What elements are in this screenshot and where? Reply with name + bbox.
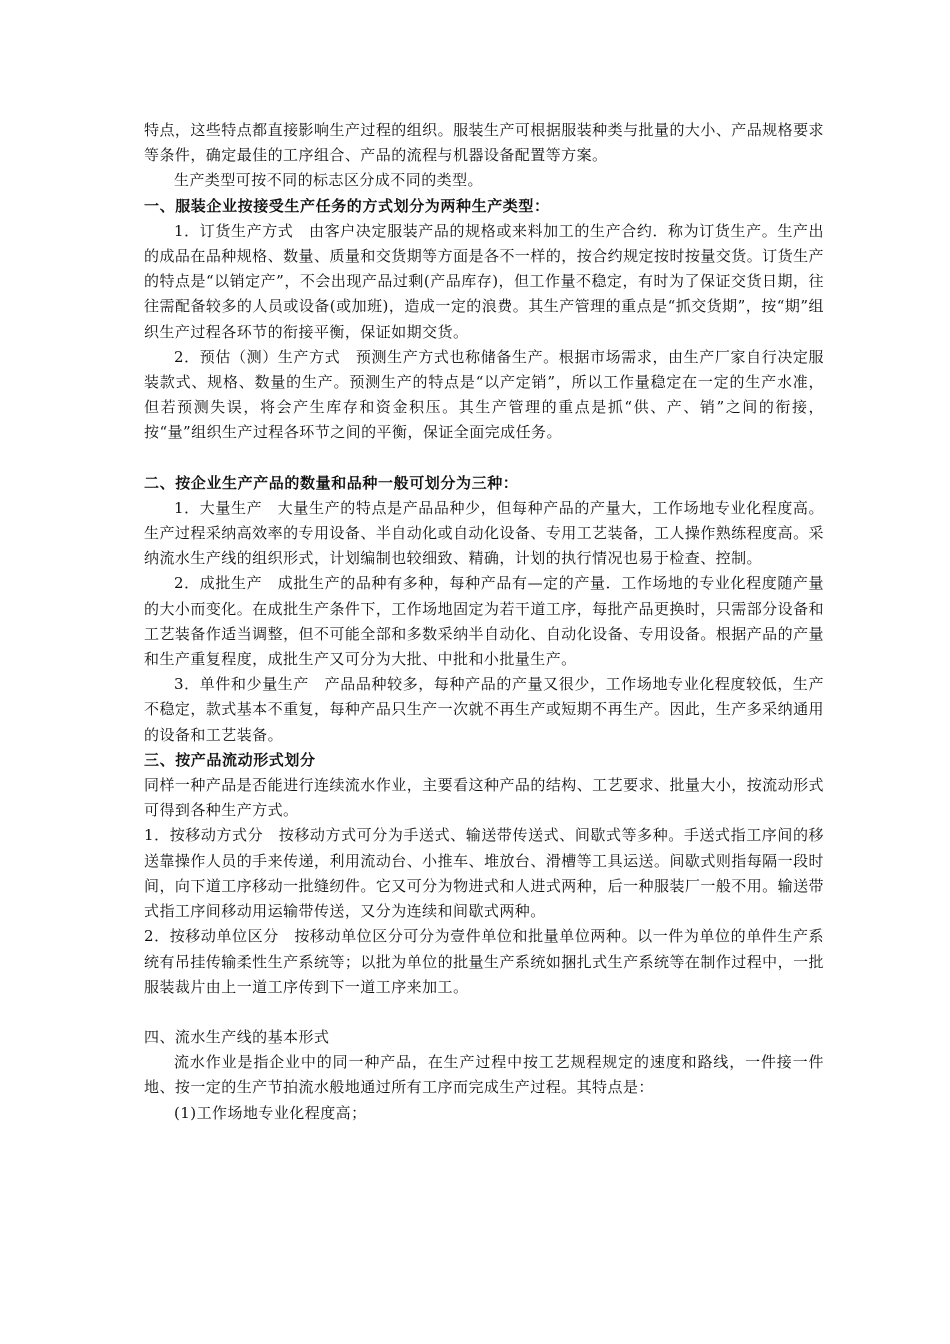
paragraph-forecast-production: 2．预估（测）生产方式 预测生产方式也称储备生产。根据市场需求，由生产厂家自行决定服装款式、规格、数量的生产。预测生产的特点是“以产定销”，所以工作量稳定在一定的生产水准，但若预测失误，将会产生库存和资金积压。其生产管理的重点是抓“供、产、销”之间的衔接，按“量”组织生产过程各环节之间的平衡，保证全面完成任务。 [144, 347, 824, 442]
paragraph-flow-intro: 同样一种产品是否能进行连续流水作业，主要看这种产品的结构、工艺要求、批量大小，按流动形式可得到各种生产方式。 [144, 776, 824, 820]
document-page [144, 118, 824, 1126]
blank-line [144, 446, 824, 471]
paragraph-types: 生产类型可按不同的标志区分成不同的类型。 [174, 171, 484, 190]
paragraph-mass-production: 1．大量生产 大量生产的特点是产品品种少，但每种产品的产量大，工作场地专业化程度高。生产过程采纳高效率的专用设备、半自动化或自动化设备、专用工艺装备，工人操作熟练程度高。采纳流水生产线的组织形式，计划编制也较细致、精确，计划的执行情况也易于检查、控制。 [144, 498, 824, 568]
heading-section-1: 一、服装企业按接受生产任务的方式划分为两种生产类型： [144, 196, 550, 215]
paragraph-move-unit: 2．按移动单位区分 按移动单位区分可分为壹件单位和批量单位两种。以一件为单位的单件生产系统有吊挂传输柔性生产系统等；以批为单位的批量生产系统如捆扎式生产系统等在制作过程中，一批服装裁片由上一道工序传到下一道工序来加工。 [144, 927, 824, 996]
paragraph-move-method: 1．按移动方式分 按移动方式可分为手送式、输送带传送式、间歇式等多种。手送式指工序间的移送靠操作人员的手来传递，利用流动台、小推车、堆放台、滑槽等工具运送。间歇式则指每隔一段时间，向下道工序移动一批缝纫件。它又可分为物进式和人进式两种，后一种服装厂一般不用。输送带式指工序间移动用运输带传送，又分为连续和间歇式两种。 [144, 826, 824, 921]
heading-section-3: 三、按产品流动形式划分 [144, 750, 316, 769]
list-item-feature-1: (1)工作场地专业化程度高； [174, 1103, 367, 1122]
paragraph-batch-production: 2．成批生产 成批生产的品种有多种，每种产品有—定的产量．工作场地的专业化程度随产量的大小而变化。在成批生产条件下，工作场地固定为若干道工序，每批产品更换时，只需部分设备和工艺装备作适当调整，但不可能全部和多数采纳半自动化、自动化设备、专用设备。根据产品的产量和生产重复程度，成批生产又可分为大批、中批和小批量生产。 [144, 574, 824, 669]
heading-section-4: 四、流水生产线的基本形式 [144, 1027, 330, 1046]
blank-line [144, 1000, 824, 1025]
paragraph-flow-definition: 流水作业是指企业中的同一种产品，在生产过程中按工艺规程规定的速度和路线，一件接一件地、按一定的生产节拍流水般地通过所有工序而完成生产过程。其特点是： [144, 1053, 824, 1097]
paragraph-intro: 特点，这些特点都直接影响生产过程的组织。服装生产可根据服装种类与批量的大小、产品规格要求等条件，确定最佳的工序组合、产品的流程与机器设备配置等方案。 [144, 121, 824, 165]
paragraph-single-production: 3．单件和少量生产 产品品种较多，每种产品的产量又很少，工作场地专业化程度较低，生产不稳定，款式基本不重复，每种产品只生产一次就不再生产或短期不再生产。因此，生产多采纳通用的设备和工艺装备。 [144, 675, 824, 744]
heading-section-2: 二、按企业生产产品的数量和品种一般可划分为三种： [144, 473, 519, 492]
paragraph-order-production: 1．订货生产方式 由客户决定服装产品的规格或来料加工的生产合约．称为订货生产。生产出的成品在品种规格、数量、质量和交货期等方面是各不一样的，按合约规定按时按量交货。订货生产的特点是“以销定产”，不会出现产品过剩(产品库存)，但工作量不稳定，有时为了保证交货日期，往往需配备较多的人员或设备(或加班)，造成一定的浪费。其生产管理的重点是“抓交货期”，按“期”组织生产过程各环节的衔接平衡，保证如期交货。 [144, 221, 824, 341]
